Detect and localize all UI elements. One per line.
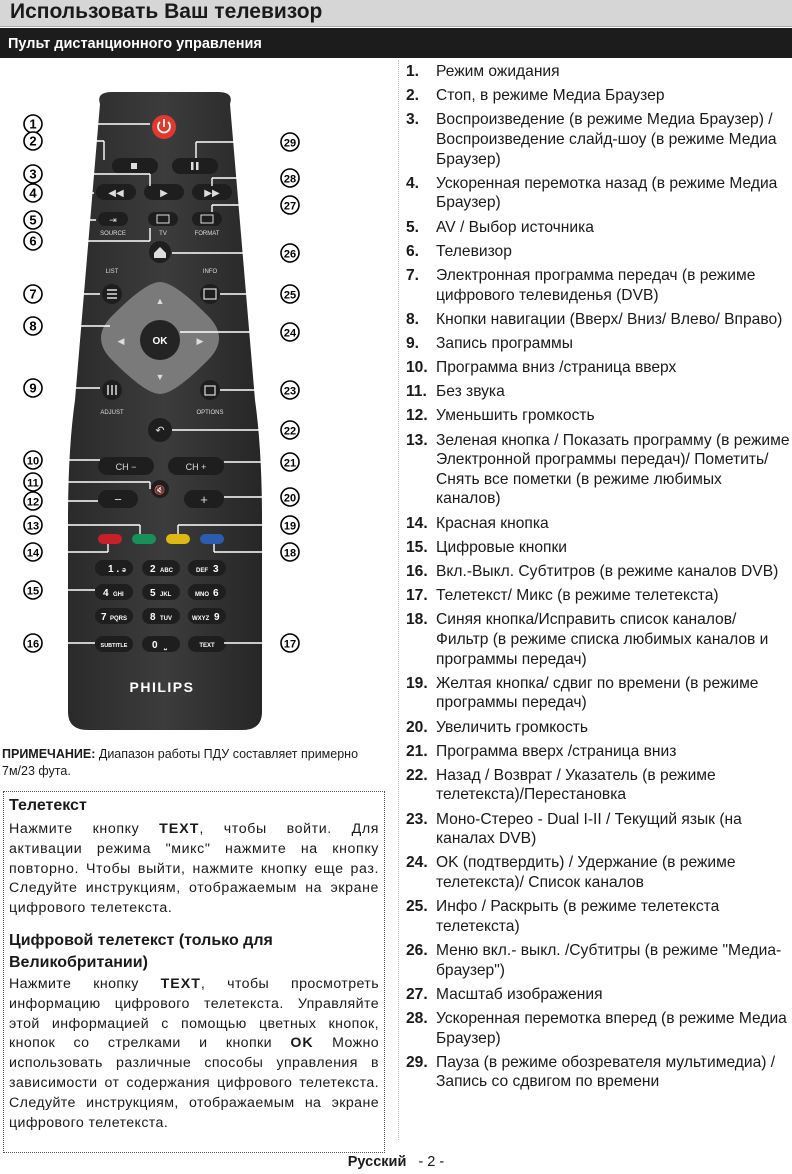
- key-7-sub: PQRS: [110, 616, 128, 622]
- list-item: [406, 985, 790, 1005]
- list-item: [406, 810, 790, 849]
- list-item: [406, 766, 790, 805]
- list-item: [406, 310, 790, 330]
- key-1-label: 1 .: [108, 564, 120, 575]
- key-2-sub: ABC: [160, 568, 173, 574]
- list-item: [406, 941, 790, 980]
- callout-number: 27: [283, 200, 297, 213]
- teletext-p1-keyword: TEXT: [159, 821, 200, 837]
- list-item: [406, 742, 790, 762]
- item-text: Масштаб изображения: [436, 985, 603, 1003]
- callout-number: 2: [29, 133, 37, 149]
- key-1-sub: ə: [122, 567, 126, 574]
- red-button[interactable]: [98, 534, 122, 544]
- key-0-label: 0: [152, 640, 158, 651]
- subtitle-label: SUBTITLE: [100, 643, 128, 649]
- item-text: Вкл.-Выкл. Субтитров (в режиме каналов DVB): [436, 562, 779, 580]
- item-text: Ускоренная перемотка назад (в режиме Медиа Браузер): [436, 174, 778, 212]
- item-text: Синяя кнопка/Исправить список каналов/ Фильтр (в режиме списка любимых каналов и программы передач): [436, 611, 769, 668]
- item-number: 14.: [406, 514, 428, 532]
- digital-teletext-title: Цифровой телетекст (только для Великобритании): [9, 932, 273, 971]
- column-divider: [398, 60, 399, 1140]
- callout-number: 29: [283, 137, 297, 150]
- item-number: 24.: [406, 854, 428, 872]
- ok-label: OK: [152, 336, 168, 347]
- item-number: 23.: [406, 810, 428, 828]
- list-item: [406, 218, 790, 238]
- item-number: 22.: [406, 766, 428, 784]
- callout-number: 18: [283, 547, 297, 560]
- key-2-label: 2: [150, 564, 156, 575]
- item-number: 9.: [406, 334, 420, 352]
- teletext-p2-keyword2: OK: [290, 1035, 314, 1052]
- item-number: 1.: [406, 63, 420, 80]
- key-9-sub: WXYZ: [192, 616, 210, 622]
- callout-number: 22: [283, 425, 297, 438]
- teletext-p2-keyword: TEXT: [160, 976, 201, 992]
- key-4-label: 4: [103, 588, 109, 599]
- list-item: [406, 538, 790, 558]
- item-text: Электронная программа передач (в режиме цифрового телевиденья (DVB): [436, 266, 756, 304]
- key-6-label: 6: [213, 588, 219, 599]
- green-button[interactable]: [132, 534, 156, 544]
- channel-down-label: CH −: [115, 462, 137, 472]
- note: [2, 746, 392, 780]
- item-number: 6.: [406, 242, 420, 260]
- key-5-sub: JKL: [160, 592, 172, 598]
- note-label: ПРИМЕЧАНИЕ:: [2, 747, 96, 761]
- item-text: Инфо / Раскрыть (в режиме телетекста телетекста): [436, 898, 720, 935]
- key-3-label: 3: [213, 564, 219, 575]
- item-text: Увеличить громкость: [436, 718, 589, 736]
- format-label: FORMAT: [194, 231, 220, 237]
- key-9-label: 9: [214, 612, 220, 623]
- nav-up-icon: ▲: [155, 296, 165, 306]
- item-number: 26.: [406, 942, 428, 959]
- key-5-label: 5: [150, 588, 156, 599]
- list-item: [406, 242, 790, 262]
- item-text: Ускоренная перемотка вперед (в режиме Медиа Браузер): [436, 1009, 787, 1047]
- item-number: 2.: [406, 87, 420, 105]
- item-text: Без звука: [436, 383, 505, 401]
- item-number: 7.: [406, 266, 420, 284]
- list-item: [406, 110, 790, 169]
- callout-number: 11: [27, 477, 39, 490]
- list-item: [406, 1053, 790, 1092]
- page-header: [0, 0, 792, 27]
- item-number: 28.: [406, 1009, 428, 1027]
- list-item: [406, 431, 790, 509]
- remote-illustration: [0, 60, 396, 730]
- item-number: 15.: [406, 538, 428, 556]
- nav-down-icon: ▼: [155, 372, 165, 382]
- rewind-icon: ◀◀: [108, 188, 124, 199]
- item-text: Уменьшить громкость: [436, 407, 595, 425]
- item-number: 11.: [406, 383, 427, 401]
- item-number: 16.: [406, 562, 428, 580]
- key-0[interactable]: [142, 636, 180, 652]
- callout-number: 26: [283, 248, 297, 261]
- callout-number: 1: [29, 116, 37, 132]
- item-text: Назад / Возврат / Указатель (в режиме телетекста)/Перестановка: [436, 766, 716, 804]
- callout-number: 14: [26, 547, 40, 560]
- page-number: - 2 -: [418, 1154, 445, 1170]
- callout-number: 25: [283, 289, 297, 302]
- info-label: INFO: [202, 269, 218, 275]
- list-item: [406, 62, 790, 82]
- options-button[interactable]: [200, 380, 220, 400]
- callout-number: 10: [26, 455, 40, 468]
- page-footer: [0, 1154, 792, 1170]
- volume-up-label: +: [200, 492, 208, 507]
- footer-language: Русский: [347, 1154, 407, 1170]
- section-title: Пульт дистанционного управления: [8, 36, 262, 52]
- info-button[interactable]: [200, 284, 220, 304]
- teletext-box: [3, 791, 385, 1153]
- callout-number: 7: [29, 286, 37, 302]
- item-text: Программа вверх /страница вниз: [436, 742, 677, 760]
- callout-number: 28: [283, 173, 297, 186]
- list-item: [406, 674, 790, 713]
- tv-label: TV: [159, 231, 167, 237]
- list-item: [406, 358, 790, 378]
- item-number: 4.: [406, 174, 420, 192]
- key-8-label: 8: [150, 612, 156, 623]
- list-item: [406, 174, 790, 213]
- mute-icon: 🔇: [154, 485, 166, 495]
- yellow-button[interactable]: [166, 534, 190, 544]
- callout-number: 21: [283, 457, 297, 470]
- back-icon: ↶: [155, 425, 165, 437]
- item-text: Красная кнопка: [436, 514, 549, 532]
- list-item: [406, 610, 790, 669]
- callout-number: 8: [29, 318, 37, 334]
- item-text: Пауза (в режиме обозревателя мультимедиа) / Запись со сдвигом по времени: [436, 1053, 776, 1091]
- item-text: Программа вниз /страница вверх: [436, 359, 677, 377]
- item-number: 8.: [406, 310, 420, 328]
- teletext-paragraph: [9, 820, 379, 919]
- item-number: 27.: [406, 985, 428, 1003]
- list-item: [406, 897, 790, 936]
- item-number: 10.: [406, 359, 428, 377]
- key-8-sub: TUV: [160, 616, 172, 622]
- key-6-sub: MNO: [195, 592, 209, 598]
- digital-teletext-paragraph: [9, 975, 379, 1133]
- callout-number: 9: [29, 380, 37, 396]
- item-number: 21.: [406, 742, 428, 760]
- item-number: 29.: [406, 1053, 428, 1071]
- section-header: [0, 28, 792, 58]
- item-number: 12.: [406, 407, 428, 425]
- callout-number: 19: [283, 520, 297, 533]
- options-label: OPTIONS: [196, 410, 224, 416]
- item-number: 3.: [406, 111, 420, 129]
- callout-number: 17: [283, 638, 297, 651]
- text-label: TEXT: [199, 643, 215, 649]
- callout-number: 12: [26, 496, 40, 509]
- item-text: Запись программы: [436, 334, 573, 352]
- list-item: [406, 718, 790, 738]
- item-text: Желтая кнопка/ сдвиг по времени (в режиме программы передач): [436, 674, 759, 712]
- nav-right-icon: ▶: [196, 336, 204, 346]
- item-text: Меню вкл.- выкл. /Субтитры (в режиме "Медиа-браузер"): [436, 942, 782, 979]
- callout-number: 20: [283, 492, 297, 505]
- item-text: Цифровые кнопки: [436, 538, 568, 556]
- item-text: Моно-Стерео - Dual I-II / Текущий язык (на каналах DVB): [436, 810, 742, 848]
- list-item: [406, 514, 790, 534]
- item-number: 13.: [406, 431, 428, 449]
- item-text: Воспроизведение (в режиме Медиа Браузер) / Воспроизведение слайд-шоу (в режиме Медиа Браузер): [436, 111, 777, 168]
- item-text: Режим ожидания: [436, 63, 560, 80]
- blue-button[interactable]: [200, 534, 224, 544]
- fast-forward-icon: ▶▶: [204, 188, 220, 199]
- item-text: Телевизор: [436, 242, 512, 260]
- pause-button[interactable]: [172, 158, 218, 174]
- teletext-p1-b: , чтобы войти. Для активации режима "микс" нажмите на кнопку повторно. Чтобы выйти, нажмите кнопку еще раз. Следуйте инструкциям, отображаемым на экране цифрового телетекста.: [9, 821, 380, 917]
- callout-number: 13: [26, 520, 40, 533]
- list-item: [406, 334, 790, 354]
- list-item: [406, 853, 790, 892]
- key-7-label: 7: [101, 612, 107, 623]
- brand-logo: PHILIPS: [129, 679, 195, 695]
- source-icon: ⇥: [109, 215, 117, 225]
- item-text: AV / Выбор источника: [436, 218, 594, 236]
- nav-left-icon: ◀: [117, 336, 125, 346]
- teletext-p1-a: Нажмите кнопку: [9, 821, 160, 837]
- button-list: [406, 62, 790, 1097]
- callout-number: 3: [29, 166, 37, 182]
- list-item: [406, 1009, 790, 1048]
- item-text: Кнопки навигации (Вверх/ Вниз/ Влево/ Вправо): [436, 310, 783, 328]
- page-title: Использовать Ваш телевизор: [10, 0, 323, 23]
- callout-number: 5: [29, 212, 37, 228]
- list-item: [406, 562, 790, 582]
- key-4-sub: GHI: [113, 592, 124, 598]
- item-number: 20.: [406, 718, 428, 736]
- key-0-sub: ⎵: [164, 643, 167, 650]
- list-item: [406, 86, 790, 106]
- item-number: 5.: [406, 218, 420, 236]
- callout-number: 24: [283, 327, 297, 340]
- item-number: 25.: [406, 898, 428, 916]
- teletext-title: Телетекст: [9, 797, 87, 814]
- list-item: [406, 266, 790, 305]
- stop-icon: [131, 163, 137, 169]
- item-text: Зеленая кнопка / Показать программу (в режиме Электронной программы передач)/ Пометить/ Снять все пометки (в режиме любимых каналов): [436, 431, 790, 508]
- play-icon: ▶: [160, 188, 168, 199]
- item-text: OK (подтвердить) / Удержание (в режиме телетекста)/ Список каналов: [436, 854, 736, 892]
- item-number: 17.: [406, 587, 428, 605]
- channel-up-label: CH +: [185, 462, 207, 472]
- teletext-p2-b: , чтобы просмотреть информацию цифрового телетекста. Управляйте этой информацией с помощью цветных кнопок, кнопок со стрелками и кнопки: [9, 976, 379, 1052]
- callout-number: 16: [26, 638, 40, 651]
- list-item: [406, 382, 790, 402]
- teletext-p2-a: Нажмите кнопку: [9, 976, 161, 992]
- list-label: LIST: [105, 269, 119, 275]
- teletext-p2-c: Можно использовать различные способы управления в зависимости от содержания цифрового телетекста. Следуйте инструкциям, отображаемым на экране цифрового телетекста.: [9, 1035, 379, 1131]
- remote-svg: [0, 60, 396, 730]
- callout-number: 23: [283, 385, 297, 398]
- item-text: Телетекст/ Микс (в режиме телетекста): [436, 587, 719, 605]
- volume-down-label: −: [114, 492, 122, 507]
- item-number: 18.: [406, 611, 428, 629]
- tv-button[interactable]: [148, 212, 178, 226]
- item-number: 19.: [406, 674, 428, 692]
- key-3-sub: DEF: [196, 568, 208, 574]
- callout-number: 6: [29, 233, 37, 249]
- list-item: [406, 406, 790, 426]
- format-button[interactable]: [192, 212, 222, 226]
- source-label: SOURCE: [100, 231, 126, 237]
- note-text: Диапазон работы ПДУ составляет примерно 7м/23 фута.: [2, 747, 359, 778]
- callout-number: 15: [26, 585, 40, 598]
- adjust-label: ADJUST: [100, 410, 124, 416]
- list-item: [406, 586, 790, 606]
- item-text: Стоп, в режиме Медиа Браузер: [436, 87, 665, 105]
- callout-number: 4: [29, 185, 37, 201]
